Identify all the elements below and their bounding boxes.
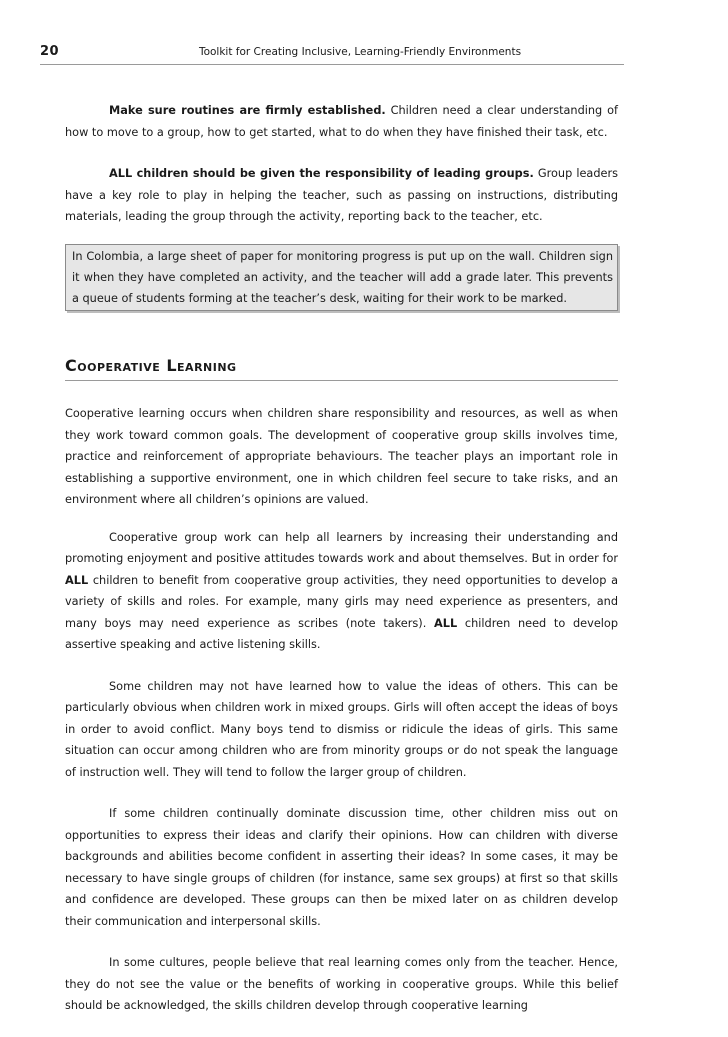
callout-text: In Colombia, a large sheet of paper for monitoring progress is put up on the wall. Children sign it when they have completed an activity, and the teacher will add a grade later. This prevents a queue of students forming at the teacher’s desk, waiting for their work to be marked. bbox=[72, 249, 613, 305]
paragraph-text: Cooperative group work can help all learners by increasing their understanding and promoting enjoyment and positive attitudes towards work and about themselves. But in order for bbox=[65, 530, 618, 565]
section-heading: Cooperative Learning bbox=[65, 355, 237, 375]
paragraph-text: Group leaders have a key role to play in helping the teacher, such as passing on instructions, distributing materials, leading the group through the activity, reporting back to the teacher, etc. bbox=[65, 167, 618, 223]
paragraph-text: children need to develop assertive speaking and active listening skills. bbox=[65, 616, 618, 651]
paragraph-group-leaders bbox=[65, 163, 618, 228]
paragraph-lead-bold: Make sure routines are firmly established. bbox=[109, 104, 386, 117]
paragraph-cultures: In some cultures, people believe that real learning comes only from the teacher. Hence, they do not see the value or the benefits of working in cooperative groups. While this belief should be acknowledged, the skills children develop through cooperative learning bbox=[65, 956, 618, 1012]
running-header: Toolkit for Creating Inclusive, Learning-Friendly Environments bbox=[198, 46, 522, 58]
paragraph-discussion-time: If some children continually dominate discussion time, other children miss out on opportunities to express their ideas and clarify their opinions. How can children with diverse backgrounds and abilities become confident in asserting their ideas? In some cases, it may be necessary to have single groups of children (for instance, same sex groups) at first so that skills and confidence are developed. These groups can then be mixed later on as children develop their communication and interpersonal skills. bbox=[65, 807, 618, 928]
colombia-callout-box bbox=[65, 244, 618, 311]
emphasis-all: ALL bbox=[65, 573, 89, 587]
section-rule bbox=[65, 380, 618, 381]
emphasis-all: ALL bbox=[434, 616, 458, 630]
paragraph-lead-bold: ALL children should be given the responsibility of leading groups. bbox=[109, 167, 534, 180]
paragraph-group-work bbox=[65, 527, 618, 656]
header-rule bbox=[40, 64, 624, 65]
paragraph-text: children to benefit from cooperative group activities, they need opportunities to develop a variety of skills and roles. For example, many girls may need experience as presenters, and many boys may need experience as scribes (note takers). bbox=[65, 573, 618, 630]
paragraph-valuing-ideas: Some children may not have learned how to value the ideas of others. This can be particularly obvious when children work in mixed groups. Girls will often accept the ideas of boys in order to avoid conflict. Many boys tend to dismiss or ridicule the ideas of girls. This same situation can occur among children who are from minority groups or do not speak the language of instruction well. They will tend to follow the larger group of children. bbox=[65, 679, 618, 779]
page-number: 20 bbox=[40, 44, 60, 59]
page-content bbox=[65, 100, 618, 1037]
paragraph-cooperative-intro: Cooperative learning occurs when children share responsibility and resources, as well as when they work toward common goals. The development of cooperative group skills involves time, practice and reinforcement of appropriate behaviours. The teacher plays an important role in establishing a supportive environment, one in which children feel secure to take risks, and an environment where all children’s opinions are valued. bbox=[65, 407, 618, 506]
paragraph-text: Children need a clear understanding of how to move to a group, how to get started, what to do when they have finished their task, etc. bbox=[65, 104, 618, 139]
paragraph-routines bbox=[65, 100, 618, 143]
